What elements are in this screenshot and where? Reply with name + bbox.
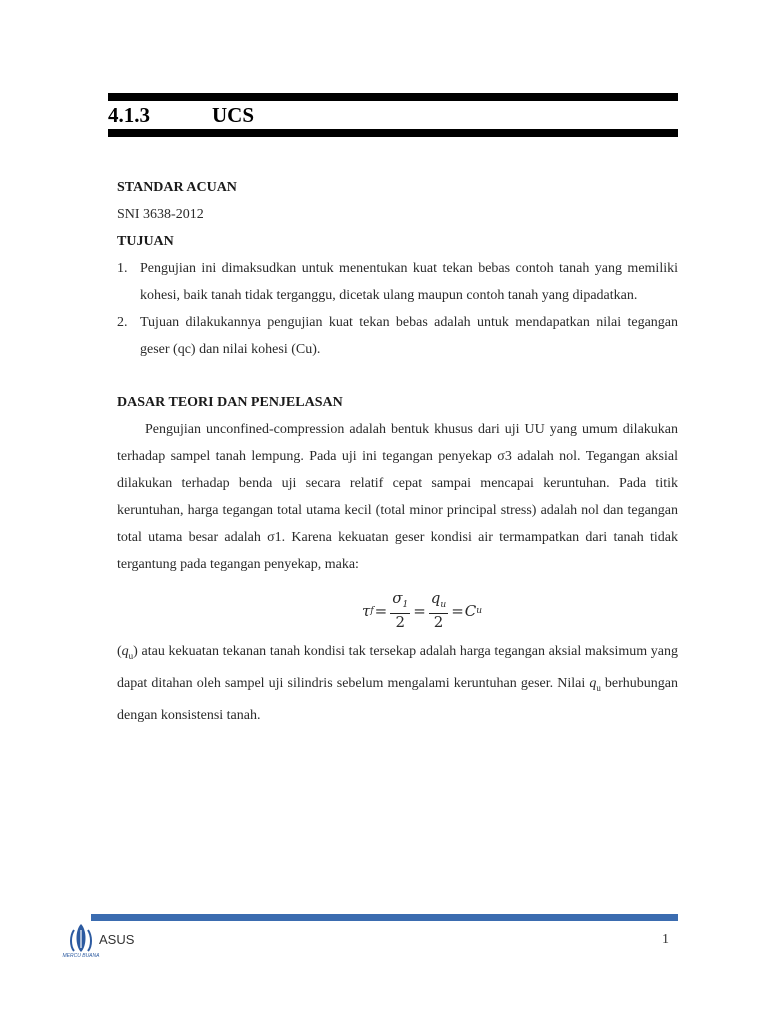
list-marker: 1. xyxy=(117,261,128,276)
formula-sigma: σ xyxy=(392,589,403,607)
qu-close-paren: ) xyxy=(133,644,138,659)
page-number: 1 xyxy=(662,932,669,947)
qu-sub: u xyxy=(128,650,134,661)
qu-symbol: q xyxy=(121,644,129,659)
formula-equals: = xyxy=(413,601,426,620)
formula-tau-sub: f xyxy=(370,605,374,616)
document-body xyxy=(117,174,678,729)
formula-denominator: 2 xyxy=(433,613,444,631)
shear-strength-formula xyxy=(117,578,678,638)
formula-q: q xyxy=(430,589,441,607)
section-number: 4.1.3 xyxy=(108,103,150,127)
qu-text-1: atau kekuatan tekanan tanah kondisi tak tersekap adalah harga tegangan aksial maksimum yang dapat ditahan oleh sampel uji silindris sebelum mengalami keruntuhan geser. Nilai xyxy=(117,644,678,691)
header-rule-bottom xyxy=(108,129,678,137)
formula-denominator: 2 xyxy=(395,613,405,631)
standard-heading: STANDAR ACUAN xyxy=(117,180,237,195)
logo-emblem-icon xyxy=(58,922,104,954)
formula-c-sub: u xyxy=(476,605,483,616)
qu-paragraph xyxy=(117,638,678,729)
list-marker: 2. xyxy=(117,315,128,330)
logo-text: MERCU BUANA xyxy=(62,953,100,959)
qu-symbol-inline: q xyxy=(589,675,597,691)
list-item-text: Tujuan dilakukannya pengujian kuat tekan bebas adalah untuk mendapatkan nilai tegangan geser (qc) dan nilai kohesi (Cu). xyxy=(140,315,678,357)
formula-fraction-sigma xyxy=(390,590,410,631)
formula-equals: = xyxy=(451,601,464,620)
theory-paragraph: Pengujian unconfined-compression adalah bentuk khusus dari uji UU yang umum dilakukan terhadap sampel tanah lempung. Pada uji ini tegangan penyekap σ3 adalah nol. Tegangan aksial dilakukan terhadap benda uji secara relatif cepat sampai mencapai keruntuhan. Pada titik keruntuhan, harga tegangan total utama kecil (total minor principal stress) adalah nol dan tegangan total utama besar adalah σ1. Karena kekuatan geser kondisi air termampatkan dari tanah tidak tergantung pada tegangan penyekap, maka: xyxy=(117,422,678,572)
qu-text-2: berhubungan dengan konsistensi tanah. xyxy=(117,675,678,723)
list-item xyxy=(117,255,678,309)
formula-c: C xyxy=(464,601,477,620)
formula-equals: = xyxy=(374,601,388,620)
formula-fraction-qu xyxy=(429,590,448,631)
footer-company: ASUS xyxy=(99,932,135,947)
formula-q-sub: u xyxy=(440,600,447,610)
qu-sub-inline: u xyxy=(596,682,601,693)
theory-heading: DASAR TEORI DAN PENJELASAN xyxy=(117,395,343,410)
section-name: UCS xyxy=(212,103,255,127)
university-logo xyxy=(58,922,104,962)
qu-open-paren: ( xyxy=(117,644,122,659)
formula-sigma-sub: 1 xyxy=(402,600,409,610)
list-item-text: Pengujian ini dimaksudkan untuk menentukan kuat tekan bebas contoh tanah yang memiliki kohesi, baik tanah tidak terganggu, dicetak ulang maupun contoh tanah yang dipadatkan. xyxy=(140,261,678,303)
section-title xyxy=(108,102,254,129)
standard-value: SNI 3638-2012 xyxy=(117,207,204,222)
header-rule-top xyxy=(108,93,678,101)
objectives-heading: TUJUAN xyxy=(117,234,174,249)
footer-bar xyxy=(91,914,678,921)
objectives-list xyxy=(117,255,678,363)
list-item xyxy=(117,309,678,363)
formula-tau: τ xyxy=(362,601,371,620)
